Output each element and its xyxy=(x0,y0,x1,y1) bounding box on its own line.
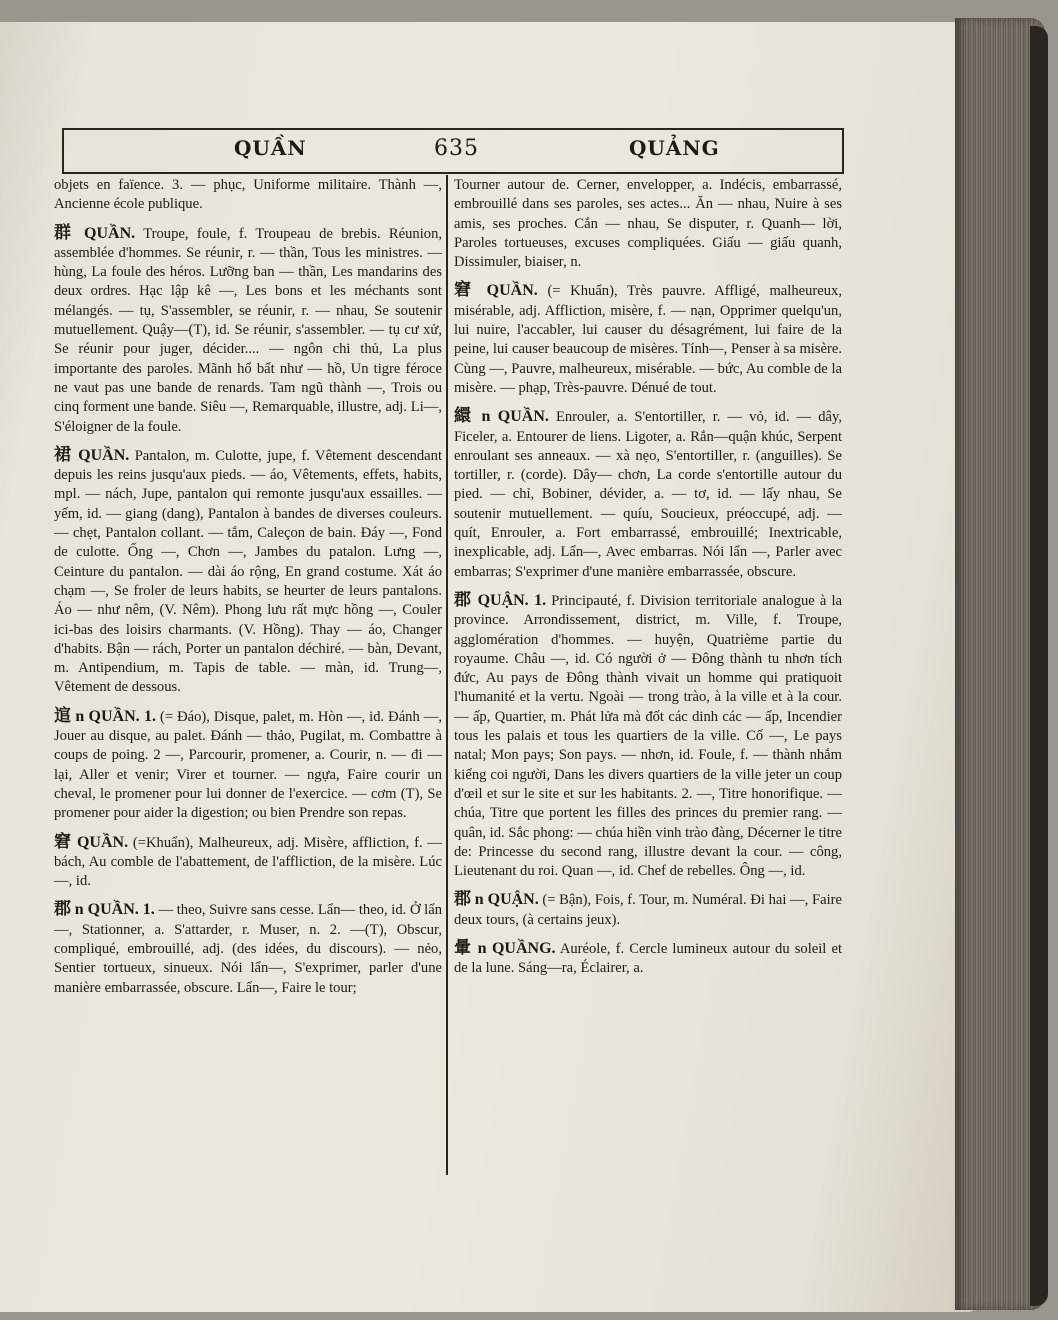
entry-headword: n QUẦNG. xyxy=(477,939,556,957)
entry-character: 群 xyxy=(54,222,76,243)
entry-character: 逭 xyxy=(54,705,72,726)
entry-text: Troupe, foule, f. Troupeau de brebis. Réunion, assemblée d'hommes. Se réunir, r. — thần, Tous les ministres. — hùng, La foule des héros. Lưỡng ban — thần, Les mandarins des deux ordres. Hạc lập kê —, Les bons et les méchants sont mélangés. — tụ, S'assembler, se réunir, r. — nhau, Se soutenir mutuellement. Quậy—(T), id. Se réunir, s'assembler. — tụ cư xử, Se réunir pour juger, décider.... — ngôn chi thủ, La plus importante des paroles. Mãnh hổ bất như — hồ, Un tigre féroce ne vaut pas une bande de renards. Tam ngũ thành —, Trois ou cinq forment une bande. Siêu —, Remarquable, illustre, adj. Li—, S'éloigner de la foule. xyxy=(54,225,443,435)
entry-text: Enrouler, a. S'entortiller, r. — vỏ, id. — dây, Ficeler, a. Entourer de liens. Ligoter, a. Rắn—quận khúc, Serpent enroulant ses anneaux. — xà nẹo, S'entortiller, r. (anguilles). Se tortiller, r. (corde). Dây— chơn, La corde s'entortille autour du pied. — chỉ, Bobiner, dévider, a. — tơ, id. — lấy nhau, Se soutenir mutuellement. — quíu, Soucieux, préoccupé, adj. — quít, Enrouler, a. Fort embarrassé, embrouillé; Inextricable, inexplicable, adj. Lẩn—, Avec embarras. Nói lẩn —, Parler avec embarras; S'exprimer d'une manière embarrassée, obscure. xyxy=(454,409,842,580)
dictionary-entry xyxy=(54,833,442,892)
book-cover-edge xyxy=(1030,26,1048,1306)
dictionary-entry xyxy=(454,407,842,582)
entry-text: Principauté, f. Division territoriale analogue à la province. Arrondissement, district, m. Ville, f. Troupe, agglomération d'hommes. — huyện, Quatrième partie du royaume. Châu —, id. Có người ở — Đông thành tu nhơn tích đức, Au pays de Đông thành vivait un homme qui pratiquoit l'humanité et la vertu. Ngoài — trong trào, à la ville et à la cour. — ấp, Quartier, m. Phát lửa mà đốt các dinh các — ấp, Incendier tous les palais et tous les quartiers de la ville. Cố —, Le pays natal; Mon pays; Son pays. — nhơn, id. Foule, f. — thành nhắm kiểng coi người, Dans les divers quartiers de la ville jeter un coup d'œil et sur le site et sur les habitants. 2. —, Titre honorifique. — chúa, Titre que portent les filles des princes du premier rang. — quân, id. Sắc phong: — chúa hiền vinh trào đàng, Décerner le titre de: Princesse du second rang, illustre devant la cour. — công, Lieutenant du roi. Quan —, id. Chef de rebelles. Ông —, id. xyxy=(454,592,842,880)
entry-headword: n QUẦN. xyxy=(481,408,549,426)
dictionary-entry xyxy=(454,890,842,930)
left-column xyxy=(54,175,442,1007)
entry-text: (=Khuẩn), Malheureux, adj. Misère, affliction, f. — bách, Au comble de l'abattement, de l'affliction, de la misère. Lúc—, id. xyxy=(54,834,442,890)
entry-character: 裙 xyxy=(54,444,73,465)
entry-character: 郡 xyxy=(454,589,473,610)
page-number: 635 xyxy=(434,136,479,161)
entry-character: 郡 xyxy=(54,899,72,920)
header-right-word: QUẢNG xyxy=(629,136,720,160)
entry-text: Tourner autour de. Cerner, envelopper, a. Indécis, embarrassé, embrouillé dans ses paroles, ses actes... Ăn — nhau, Nuire à ses amis, ses proches. Cắn — nhau, Se disputer, r. Quanh— lời, Paroles tortueuses, excuses compliquées. Giấu — giấu quanh, Dissimuler, biaiser, n. xyxy=(454,177,842,271)
entry-character: 繯 xyxy=(454,406,475,427)
dictionary-entry xyxy=(54,446,442,698)
entry-text: (= Bận), Fois, f. Tour, m. Numéral. Đi hai —, Faire deux tours, (à certains jeux). xyxy=(454,892,842,928)
entry-headword: QUẦN. xyxy=(78,446,130,464)
entry-headword: QUẬN. 1. xyxy=(477,591,547,609)
entry-text: (= Khuẩn), Très pauvre. Affligé, malheureux, misérable, adj. Affliction, misère, f. — nạn, Opprimer quelqu'un, lui nuire, l'accabler, lui causer du désagrément, lui faire de la peine, lui causer beaucoup de misères. Tính—, Penser à sa misère. Cùng —, Pauvre, malheureux, misérable. — bức, Au comble de la misère. — phạp, Très-pauvre. Dénué de tout. xyxy=(454,283,842,396)
dictionary-entry xyxy=(454,939,842,979)
right-column xyxy=(454,175,842,988)
page-header xyxy=(62,128,844,174)
entry-character: 窘 xyxy=(54,831,73,852)
header-left-word: QUẦN xyxy=(234,136,307,160)
entry-character: 窘 xyxy=(454,280,478,301)
dictionary-entry xyxy=(454,591,842,881)
column-divider xyxy=(446,175,448,1175)
entry-headword: n QUẦN. 1. xyxy=(74,901,155,919)
entry-headword: QUẦN. xyxy=(486,282,538,300)
dictionary-entry xyxy=(54,900,442,997)
dictionary-entry xyxy=(454,175,842,272)
entry-headword: QUẦN. xyxy=(84,224,136,242)
dictionary-entry xyxy=(54,175,442,215)
entry-text: Auréole, f. Cercle lumineux autour du soleil et de la lune. Sáng—ra, Éclairer, a. xyxy=(454,940,843,977)
entry-text: objets en faïence. 3. — phục, Uniforme militaire. Thành —, Ancienne école publique. xyxy=(54,177,442,213)
entry-text: (= Đáo), Disque, palet, m. Hòn —, id. Đánh —, Jouer au disque, au palet. Đánh — thảo, Pugilat, m. Combattre à coups de poing. 2 —, Parcourir, promener, a. Courir, n. — đi — lại, Aller et venir; Virer et tourner. — ngựa, Faire courir un cheval, le promener pour lui donner de l'exercice. — cơm (T), Se promener pour aider la digestion; ou bien Prendre son repas. xyxy=(54,708,442,822)
entry-character: 郡 xyxy=(454,889,472,910)
entry-character: 暈 xyxy=(454,937,473,958)
entry-headword: n QUẬN. xyxy=(474,891,539,909)
dictionary-entry xyxy=(54,224,442,437)
dictionary-entry xyxy=(454,281,842,398)
entry-headword: n QUẦN. 1. xyxy=(75,707,157,725)
entry-headword: QUẦN. xyxy=(76,833,129,851)
entry-text: Pantalon, m. Culotte, jupe, f. Vêtement descendant depuis les reins jusqu'aux pieds. — áo, Vêtements, effets, habits, mpl. — nách, Jupe, pantalon qui remonte jusqu'aux essailles. — yếm, id. — giang (dang), Pantalon à bandes de diverses couleurs. — chẹt, Pantalon collant. — tắm, Caleçon de bain. Đáy —, Fond de culotte. Ống —, Chơn —, Jambes du patalon. Lưng —, Ceinture du pantalon. — dài áo rộng, En grand costume. Xát áo chạm —, Se froler de leurs habits, se heurter de leurs pantalons. Áo — như nêm, (V. Nêm). Phong lưu rất mực hồng —, Couler ici-bas des loisirs charmants. (V. Hồng). Thay — áo, Changer d'habits. Bận — rách, Porter un pantalon déchiré. — bàn, Devant, m. Antipendium, m. Tapis de table. — màn, id. Trung—, Vêtement de dessous. xyxy=(54,447,443,696)
dictionary-entry xyxy=(54,707,442,824)
entry-text: — theo, Suivre sans cesse. Lẩn— theo, id. Ở lẩn —, Stationner, a. S'attarder, r. Muser, n. 2. —(T), Obscur, compliqué, embrouillé, adj. (des idées, du discours). — nẻo, Sentier tortueux, sinueux. Nói lẩn—, S'exprimer, parler d'une manière embarrassée, obscure. Lẩn—, Faire le tour; xyxy=(54,902,443,996)
